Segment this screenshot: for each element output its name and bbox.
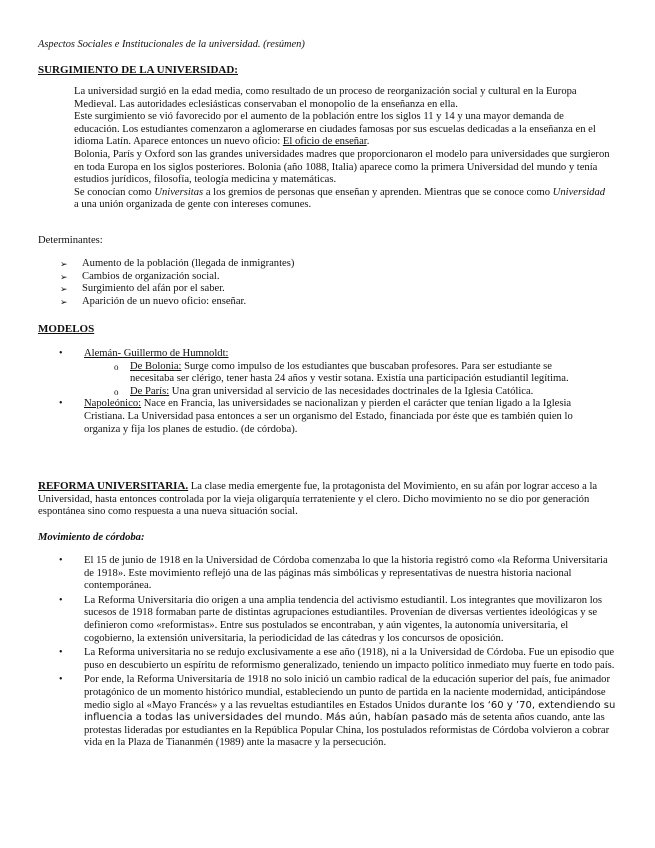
surgimiento-paragraph-1: La universidad surgió en la edad media, como resultado de un proceso de reorganización social y cultural en la Europa Medieval. Las autoridades eclesiásticas conservaban el monopolio de la enseñanza en ella. bbox=[74, 86, 577, 110]
list-item: o De París: Una gran universidad al servicio de las necesidades doctrinales de la Iglesia Católica. bbox=[114, 385, 534, 397]
bullet-icon: • bbox=[59, 555, 63, 566]
oficio-link-text: El oficio de enseñar bbox=[282, 136, 367, 148]
reforma-paragraph: REFORMA UNIVERSITARIA. La clase media emergente fue, la protagonista del Movimiento, en su afán por lograr acceso a la Universidad, hasta entonces controlada por la vieja oligarquía terrateniente y el clero. Dicho movimiento no se dio por generación espontánea sino como respuesta a una nueva situación social. bbox=[38, 480, 598, 518]
list-item: ➢ Surgimiento del afán por el saber. bbox=[60, 283, 225, 295]
reforma-list bbox=[59, 555, 617, 750]
modelos-list bbox=[59, 348, 607, 436]
circle-bullet-icon: o bbox=[114, 386, 119, 397]
determinantes-list bbox=[60, 258, 600, 308]
surgimiento-paragraph-4: Se conocían como Universitas a los gremios de personas que enseñan y aprenden. Mientras que se conoce como Universidad a una unión organizada de gente con intereses comunes. bbox=[74, 186, 606, 211]
bullet-icon: • bbox=[59, 594, 63, 606]
bullet-icon: • bbox=[59, 398, 63, 410]
handwritten-style-text: durante los ‘60 y ’70, extendiendo su influencia a todas las universidades del mundo. Más aún, habían pasado bbox=[84, 699, 616, 724]
list-item: • Por ende, la Reforma Universitaria de 1918 no solo inició un cambio radical de la educación superior del país, fue animador protagónico de un momento histórico mundial, estableciendo un punto de partida en la naciente modernidad, anticipándose medio siglo al «Mayo Francés» y a las revueltas estudiantiles en Estados Unidos durante los ‘60 y ’70, extendiendo su influencia a todas las universidades del mundo. Más aún, habían pasado más de setenta años cuando, ante las protestas lideradas por estudiantes en la República Popular China, los postulados reformistas de Córdoba volvieron a cobrar vida en la Plaza de Tiananmén (1989) ante la masacre y la persecución. bbox=[59, 674, 616, 749]
list-item: • Napoleónico: Nace en Francia, las universidades se nacionalizan y pierden el carácter que tenían ligado a la Iglesia Cristiana. La Universidad pasa entonces a ser un organismo del Estado, financiada por éste que es también quien lo organiza y fija los planes de estudio. (de córdoba). bbox=[59, 398, 573, 435]
modelo-aleman-label: Alemán- Guillermo de Humnoldt: bbox=[84, 348, 229, 359]
movimiento-subheading: Movimiento de córdoba: bbox=[38, 532, 145, 543]
bullet-icon: • bbox=[59, 348, 63, 359]
circle-bullet-icon: o bbox=[114, 361, 119, 372]
surgimiento-body bbox=[74, 86, 610, 212]
document-title: Aspectos Sociales e Institucionales de la universidad. (resúmen) bbox=[38, 39, 305, 50]
surgimiento-paragraph-3: Bolonia, París y Oxford son las grandes universidades madres que proporcionaron el modelo para universidades que surgieron en toda Europa en los siglos posteriores. Bolonia (año 1088, Italia) aparece como la primera Universidad del mundo y tenía estudios jurídicos, filosofía, teología medicina y matemáticas. bbox=[74, 148, 610, 186]
aleman-sublist bbox=[114, 361, 594, 399]
section-heading-surgimiento: SURGIMIENTO DE LA UNIVERSIDAD: bbox=[38, 64, 238, 76]
list-item: ➢ Aparición de un nuevo oficio: enseñar. bbox=[60, 295, 247, 307]
bullet-icon: • bbox=[59, 674, 63, 686]
list-item: • La Reforma Universitaria dio origen a una amplia tendencia del activismo estudiantil. Los integrantes que movilizaron los sucesos de 1918 formaban parte de distintas agrupaciones estudiantiles. Provenían de diversas vertientes ideológicas y se definieron como «reformistas». Entre sus postulados se encontraban, y aún vigentes, la autonomía universitaria, el cogobierno, la extensión universitaria, la periodicidad de las cátedras y los concursos de oposición. bbox=[59, 594, 603, 644]
list-item: • La Reforma universitaria no se redujo exclusivamente a ese año (1918), ni a la Universidad de Córdoba. Fue un episodio que puso en descubierto un espíritu de reformismo generalizado, teniendo un impacto político inmediato muy fuerte en todo país. bbox=[59, 647, 615, 671]
list-item: ➢ Cambios de organización social. bbox=[60, 270, 220, 282]
list-item bbox=[59, 348, 607, 398]
arrow-bullet-icon: ➢ bbox=[60, 259, 68, 269]
modelo-napoleonico-label: Napoleónico: bbox=[84, 398, 142, 410]
surgimiento-paragraph-2: Este surgimiento se vió favorecido por el aumento de la población entre los siglos 11 y 14 y una mayor demanda de educación. Los estudiantes comenzaron a aglomerarse en ciudades famosas por sus escuelas dedicadas a la enseñanza en el idioma Latín. Aparece entonces un nuevo oficio: El oficio de enseñar. bbox=[74, 111, 596, 148]
arrow-bullet-icon: ➢ bbox=[60, 271, 68, 282]
determinantes-label: Determinantes: bbox=[38, 235, 103, 246]
list-item: o De Bolonia: Surge como impulso de los estudiantes que buscaban profesores. Para ser estudiante se necesitaba ser clérigo, tener hasta 24 años y vestir sotana. Existía una participación estudiantil legítima. bbox=[114, 360, 569, 385]
arrow-bullet-icon: ➢ bbox=[60, 284, 68, 295]
list-item: ➢ Aumento de la población (llegada de inmigrantes) bbox=[60, 258, 295, 269]
list-item: • El 15 de junio de 1918 en la Universidad de Córdoba comenzaba lo que la historia registró como «la Reforma Universitaria de 1918». Este movimiento reflejó una de las páginas más simbólicas y representativas de nuestra historia nacional contemporánea. bbox=[59, 555, 608, 592]
arrow-bullet-icon: ➢ bbox=[60, 296, 68, 307]
bullet-icon: • bbox=[59, 647, 63, 659]
section-heading-reforma: REFORMA UNIVERSITARIA. bbox=[38, 480, 189, 492]
section-heading-modelos: MODELOS bbox=[38, 323, 95, 335]
